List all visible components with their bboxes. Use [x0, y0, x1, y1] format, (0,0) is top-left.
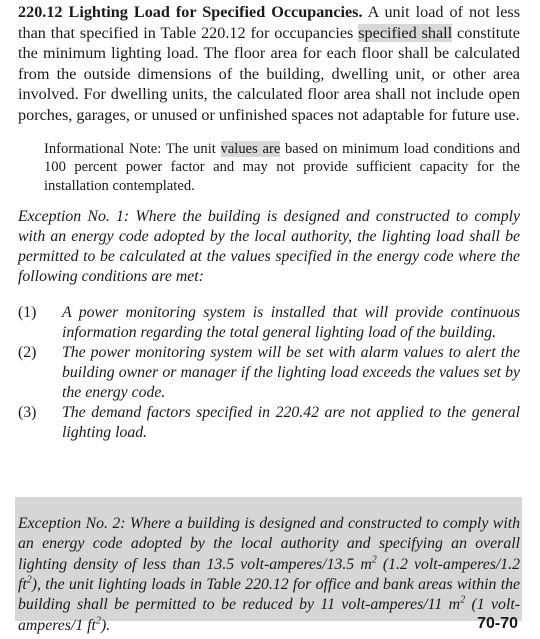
exception-2-text-2: (1.2 volt-amperes/1.2 ft	[18, 555, 520, 594]
section-body-highlight: specified shall	[358, 23, 453, 42]
superscript: 2	[26, 574, 32, 586]
list-item-number: (2)	[18, 343, 37, 361]
section-body-2: constitute the minimum lighting load. The floor area for each floor shall be calculated from the outside dimensions of the building, dwelling unit, or other area involved. For dwelling units, the calculated floor area shall not include open porches, garages, or unused or unfinished spaces not adaptable for future use.	[18, 23, 520, 124]
superscript: 2	[460, 595, 466, 607]
exception-1: Exception No. 1: Where the building is designed and constructed to comply with an energy code adopted by the local authority, the lighting load shall be permitted to be calculated at the values specified in the energy code where the following conditions are met:	[18, 208, 520, 286]
exception-2-text-1: Exception No. 2: Where a building is designed and constructed to comply with an energy code adopted by the local authority and specifying an overall lighting density of less than 13.5 volt-amperes/13.5 m	[18, 514, 520, 573]
note-highlight: values are	[220, 140, 281, 157]
list-item-number: (1)	[18, 303, 37, 321]
list-item-number: (3)	[18, 403, 37, 421]
superscript: 2	[95, 615, 101, 627]
exception-2-text-5: ).	[100, 616, 111, 634]
list-item	[18, 403, 520, 443]
section-body-1: A unit load of not less than that specified in Table 220.12 for occupancies	[18, 3, 520, 42]
exception-2-text-3: ), the unit lighting loads in Table 220.12 for office and bank areas within the building shall be permitted to be reduced by 11 volt-amperes/11 m	[18, 576, 520, 614]
list-item-text: The power monitoring system will be set with alarm values to alert the building owner or manager if the lighting load exceeds the values set by the energy code.	[62, 343, 520, 401]
exception-1-conditions	[18, 303, 520, 443]
note-text-1: Informational Note: The unit	[44, 140, 221, 157]
list-item	[18, 303, 520, 343]
exception-2-text-4: (1 volt-amperes/1 ft	[18, 596, 520, 634]
informational-note	[44, 140, 520, 196]
document-page	[18, 0, 520, 443]
section-220-12	[18, 2, 520, 126]
exception-2	[18, 514, 520, 636]
superscript: 2	[371, 554, 377, 566]
list-item-text: The demand factors specified in 220.42 are not applied to the general lighting load.	[62, 403, 520, 441]
list-item-text: A power monitoring system is installed that will provide continuous information regarding the total general lighting load of the building.	[62, 303, 520, 341]
note-text-2: based on minimum load conditions and 100 percent power factor and may not provide sufficient capacity for the installation contemplated.	[44, 140, 520, 194]
page-number: 70-70	[477, 615, 518, 632]
list-item	[18, 343, 520, 403]
section-heading: 220.12 Lighting Load for Specified Occupancies.	[18, 3, 363, 21]
